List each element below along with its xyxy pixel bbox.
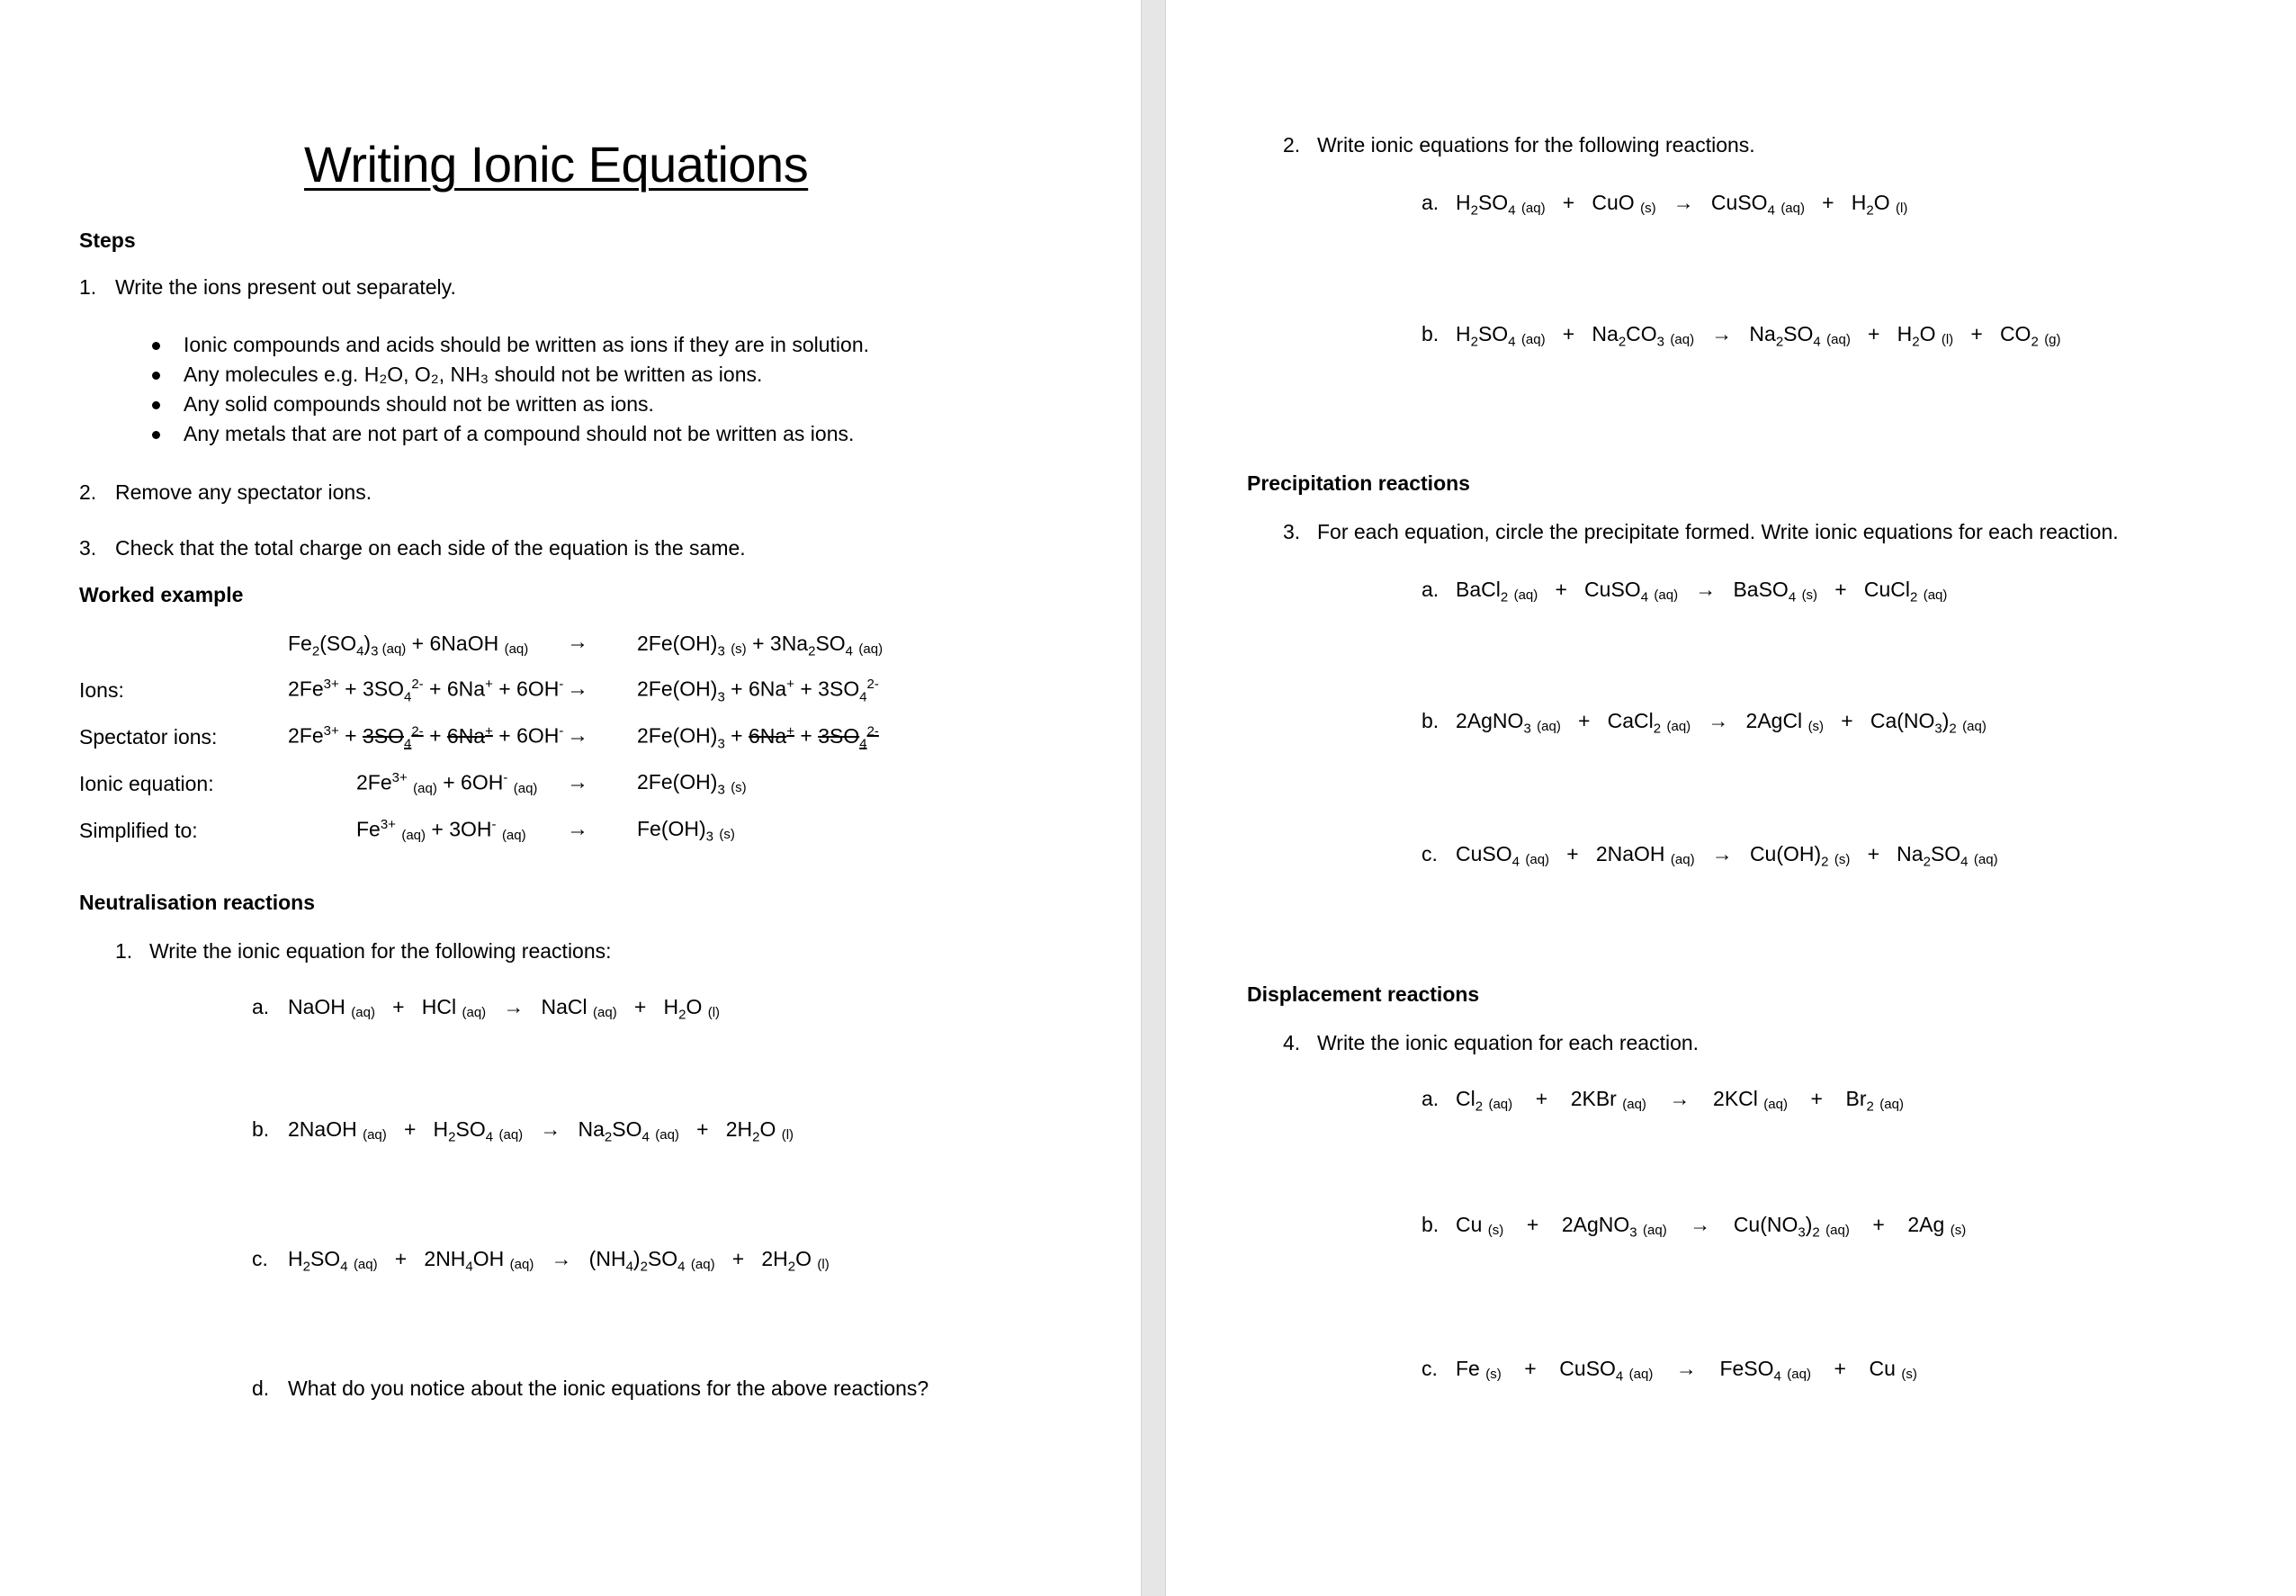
q2-text: Write ionic equations for the following reactions. [1317,133,1755,157]
arrow-icon: → [567,817,588,841]
spectator-equation: $2Fe^{3+} + 3SO_4^{2-} + 6Na^+ + 6OH^-$ [288,723,564,752]
q1c-equation: $H_2SO_4$ $(aq) + 2NH_4OH$ $(aq) \to (NH_4)_2SO_4$ $(aq) + 2H_2O$ (l) [288,1247,830,1275]
neutralisation-heading: Neutralisation reactions [79,891,316,914]
bullet-item: Any metals that are not part of a compound should not be written as ions. [184,422,855,445]
q3-number: 3. [1283,520,1301,543]
bullet-icon [152,372,160,380]
page-left [0,0,1141,1596]
q1a-equation: NaOH (aq) + HCl (aq) → NaCl $(aq) + H_2O$ (l) [288,995,721,1023]
ions-equation: $2Fe^{3+} + 3SO_4^{2-} + 6Na^+ + 6OH^-$ [288,677,564,705]
q4c-equation: Fe (s) + CuSO$_4$ (aq) → FeSO$_4$ (aq) + Cu (s) [1456,1357,1917,1385]
q1-text: Write the ionic equation for the following reactions: [149,939,612,963]
step-3-number: 3. [79,536,97,560]
arrow-icon: → [567,723,588,748]
q1d-text: What do you notice about the ionic equations for the above reactions? [288,1376,929,1400]
worked-equation-products: $2Fe(OH)_3$ $(s) + 3Na_2SO_4$ (aq) [637,632,883,659]
precipitation-heading: Precipitation reactions [1247,471,1470,495]
worked-equation: $Fe_2(SO_4)_3$ (aq) + 6NaOH (aq) [288,632,529,659]
q1a-letter: a. [252,995,270,1018]
q4b-letter: b. [1422,1213,1439,1236]
step-2-number: 2. [79,480,97,504]
worked-example-heading: Worked example [79,583,244,606]
steps-heading: Steps [79,229,136,252]
q1-number: 1. [115,939,133,963]
step-1-number: 1. [79,275,97,299]
simplified-products: $Fe(OH)_3$ (s) [637,817,735,845]
q4b-equation: Cu (s) + 2AgNO$_3$ (aq) → $Cu(NO_3)_2$ (aq) + 2Ag (s) [1456,1213,1967,1241]
q1b-equation: 2NaOH $(aq) + H_2SO_4$ $(aq) \to Na_2SO_4$ $(aq) + 2H_2O$ (l) [288,1117,794,1145]
simplified-equation: $Fe^{3+}$ (aq) + 3OH- (aq) [356,817,526,843]
arrow-icon: → [567,630,588,654]
q2a-equation: $H_2SO_4$ (aq) + CuO (s) → CuSO$_4$ $(aq) + H_2O$ (l) [1456,191,1908,219]
q2b-equation: $H_2SO_4$ $(aq) + Na_2CO_3$ $(aq) \to Na_2SO_4$ $(aq) + H_2O$ $(l) + CO_2$ (g) [1456,322,2061,350]
ionic-products: $2Fe(OH)_3$ (s) [637,770,747,798]
page-gutter [1141,0,1166,1596]
q3a-equation: BaCl$_2$ (aq) + CuSO$_4$ (aq) → BaSO$_4$ (s) + CuCl$_2$ (aq) [1456,578,1948,605]
arrow-icon: → [567,770,588,794]
page-title: Writing Ionic Equations [304,136,809,193]
bullet-item: Ionic compounds and acids should be written as ions if they are in solution. [184,333,869,356]
bullet-icon [152,342,160,350]
displacement-heading: Displacement reactions [1247,982,1480,1006]
q1c-letter: c. [252,1247,268,1270]
q4a-letter: a. [1422,1087,1439,1110]
q3a-letter: a. [1422,578,1439,601]
worked-label-simplified: Simplified to: [79,819,198,842]
bullet-icon [152,431,160,439]
step-1-text: Write the ions present out separately. [115,275,456,299]
worked-label-spectator: Spectator ions: [79,725,218,749]
bullet-item: Any molecules e.g. H₂O, O₂, NH₃ should not be written as ions. [184,363,763,386]
q1d-letter: d. [252,1376,270,1400]
q3-text: For each equation, circle the precipitate formed. Write ionic equations for each reaction. [1317,520,2119,543]
worked-label-ions: Ions: [79,678,124,702]
step-3-text: Check that the total charge on each side of the equation is the same. [115,536,746,560]
q3b-letter: b. [1422,709,1439,732]
bullet-icon [152,401,160,409]
page-right [1166,0,2296,1596]
q3c-letter: c. [1422,842,1438,865]
q4-text: Write the ionic equation for each reaction. [1317,1031,1700,1054]
bullet-item: Any solid compounds should not be written as ions. [184,392,654,416]
arrow-icon: → [567,677,588,701]
spectator-products: $2Fe(OH)_3 + 6Na^+ + 3SO_4^{2-}$ [637,723,879,752]
worked-label-ionic: Ionic equation: [79,772,214,795]
q3c-equation: CuSO$_4$ (aq) + 2NaOH $(aq) \to Cu(OH)_2$ $(s) + Na_2SO_4$ (aq) [1456,842,1998,870]
q1b-letter: b. [252,1117,270,1141]
step-2-text: Remove any spectator ions. [115,480,372,504]
ionic-equation: $2Fe^{3+}$ (aq) + 6OH- (aq) [356,770,538,796]
q2b-letter: b. [1422,322,1439,345]
q4c-letter: c. [1422,1357,1438,1380]
ions-products: $2Fe(OH)_3 + 6Na^+ + 3SO_4^{2-}$ [637,677,879,705]
q3b-equation: 2AgNO$_3$ (aq) + CaCl$_2$ (aq) → 2AgCl $(s) + Ca(NO_3)_2$ (aq) [1456,709,1987,737]
q4a-equation: $Cl_2$ (aq) + 2KBr (aq) → 2KCl (aq) + $Br_2$ (aq) [1456,1087,1904,1115]
q2-number: 2. [1283,133,1301,157]
q4-number: 4. [1283,1031,1301,1054]
q2a-letter: a. [1422,191,1439,214]
